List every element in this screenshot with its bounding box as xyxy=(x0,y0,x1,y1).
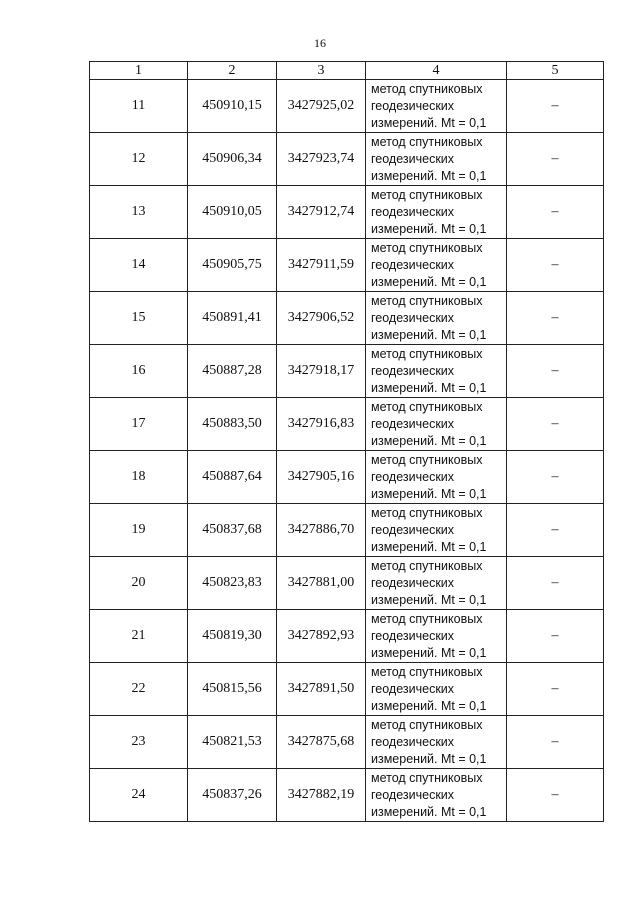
method-line: измерений. Mt = 0,1 xyxy=(371,645,487,660)
method-line: метод спутниковых xyxy=(371,558,483,573)
x-coordinate-cell: 450823,83 xyxy=(188,557,277,610)
method-line: метод спутниковых xyxy=(371,717,483,732)
method-cell xyxy=(366,504,507,557)
method-line: метод спутниковых xyxy=(371,505,483,520)
note-cell: – xyxy=(507,610,604,663)
point-number-cell: 19 xyxy=(90,504,188,557)
method-cell xyxy=(366,769,507,822)
method-line: геодезических xyxy=(371,310,455,325)
x-coordinate-cell: 450910,15 xyxy=(188,80,277,133)
point-number-cell: 17 xyxy=(90,398,188,451)
x-coordinate-cell: 450815,56 xyxy=(188,663,277,716)
point-number-cell: 20 xyxy=(90,557,188,610)
y-coordinate-cell: 3427918,17 xyxy=(277,345,366,398)
method-line: геодезических xyxy=(371,363,455,378)
note-cell: – xyxy=(507,133,604,186)
method-cell xyxy=(366,557,507,610)
method-line: геодезических xyxy=(371,469,455,484)
y-coordinate-cell: 3427875,68 xyxy=(277,716,366,769)
method-line: метод спутниковых xyxy=(371,293,483,308)
x-coordinate-cell: 450887,28 xyxy=(188,345,277,398)
table-row xyxy=(90,133,604,186)
method-cell xyxy=(366,133,507,186)
note-cell: – xyxy=(507,398,604,451)
method-line: измерений. Mt = 0,1 xyxy=(371,698,487,713)
method-line: геодезических xyxy=(371,681,455,696)
column-header: 4 xyxy=(366,62,507,80)
y-coordinate-cell: 3427916,83 xyxy=(277,398,366,451)
method-line: метод спутниковых xyxy=(371,770,483,785)
method-cell xyxy=(366,80,507,133)
table-row xyxy=(90,398,604,451)
method-line: геодезических xyxy=(371,628,455,643)
table-header-row xyxy=(90,62,604,80)
table-row xyxy=(90,557,604,610)
method-line: измерений. Mt = 0,1 xyxy=(371,433,487,448)
method-cell xyxy=(366,451,507,504)
y-coordinate-cell: 3427891,50 xyxy=(277,663,366,716)
y-coordinate-cell: 3427923,74 xyxy=(277,133,366,186)
method-cell xyxy=(366,610,507,663)
method-line: метод спутниковых xyxy=(371,81,483,96)
x-coordinate-cell: 450837,68 xyxy=(188,504,277,557)
point-number-cell: 23 xyxy=(90,716,188,769)
method-line: измерений. Mt = 0,1 xyxy=(371,380,487,395)
method-line: метод спутниковых xyxy=(371,187,483,202)
method-line: метод спутниковых xyxy=(371,240,483,255)
table-body xyxy=(90,80,604,822)
x-coordinate-cell: 450883,50 xyxy=(188,398,277,451)
y-coordinate-cell: 3427906,52 xyxy=(277,292,366,345)
method-line: геодезических xyxy=(371,734,455,749)
method-line: измерений. Mt = 0,1 xyxy=(371,751,487,766)
column-header: 5 xyxy=(507,62,604,80)
point-number-cell: 24 xyxy=(90,769,188,822)
method-line: метод спутниковых xyxy=(371,399,483,414)
method-line: геодезических xyxy=(371,257,455,272)
page-number: 16 xyxy=(314,36,326,50)
method-line: измерений. Mt = 0,1 xyxy=(371,327,487,342)
method-cell xyxy=(366,663,507,716)
method-line: метод спутниковых xyxy=(371,452,483,467)
x-coordinate-cell: 450821,53 xyxy=(188,716,277,769)
method-line: геодезических xyxy=(371,787,455,802)
method-line: геодезических xyxy=(371,575,455,590)
point-number-cell: 13 xyxy=(90,186,188,239)
method-line: геодезических xyxy=(371,522,455,537)
x-coordinate-cell: 450837,26 xyxy=(188,769,277,822)
y-coordinate-cell: 3427892,93 xyxy=(277,610,366,663)
method-line: метод спутниковых xyxy=(371,346,483,361)
point-number-cell: 14 xyxy=(90,239,188,292)
note-cell: – xyxy=(507,716,604,769)
x-coordinate-cell: 450887,64 xyxy=(188,451,277,504)
method-cell xyxy=(366,292,507,345)
method-line: метод спутниковых xyxy=(371,664,483,679)
coordinates-table xyxy=(89,61,604,822)
method-line: геодезических xyxy=(371,416,455,431)
point-number-cell: 18 xyxy=(90,451,188,504)
note-cell: – xyxy=(507,557,604,610)
method-line: измерений. Mt = 0,1 xyxy=(371,168,487,183)
method-line: геодезических xyxy=(371,151,455,166)
note-cell: – xyxy=(507,663,604,716)
x-coordinate-cell: 450906,34 xyxy=(188,133,277,186)
note-cell: – xyxy=(507,451,604,504)
method-line: измерений. Mt = 0,1 xyxy=(371,804,487,819)
x-coordinate-cell: 450819,30 xyxy=(188,610,277,663)
method-cell xyxy=(366,239,507,292)
table-row xyxy=(90,451,604,504)
method-line: измерений. Mt = 0,1 xyxy=(371,539,487,554)
table-row xyxy=(90,663,604,716)
y-coordinate-cell: 3427905,16 xyxy=(277,451,366,504)
point-number-cell: 21 xyxy=(90,610,188,663)
y-coordinate-cell: 3427882,19 xyxy=(277,769,366,822)
x-coordinate-cell: 450910,05 xyxy=(188,186,277,239)
column-header: 2 xyxy=(188,62,277,80)
table-row xyxy=(90,239,604,292)
column-header: 1 xyxy=(90,62,188,80)
table-row xyxy=(90,80,604,133)
table-row xyxy=(90,186,604,239)
note-cell: – xyxy=(507,239,604,292)
method-cell xyxy=(366,345,507,398)
method-line: измерений. Mt = 0,1 xyxy=(371,274,487,289)
point-number-cell: 16 xyxy=(90,345,188,398)
method-line: измерений. Mt = 0,1 xyxy=(371,115,487,130)
note-cell: – xyxy=(507,186,604,239)
y-coordinate-cell: 3427911,59 xyxy=(277,239,366,292)
point-number-cell: 22 xyxy=(90,663,188,716)
method-cell xyxy=(366,716,507,769)
method-line: измерений. Mt = 0,1 xyxy=(371,221,487,236)
x-coordinate-cell: 450905,75 xyxy=(188,239,277,292)
table-row xyxy=(90,716,604,769)
point-number-cell: 11 xyxy=(90,80,188,133)
note-cell: – xyxy=(507,345,604,398)
note-cell: – xyxy=(507,504,604,557)
method-cell xyxy=(366,398,507,451)
y-coordinate-cell: 3427881,00 xyxy=(277,557,366,610)
table-row xyxy=(90,769,604,822)
method-cell xyxy=(366,186,507,239)
table-row xyxy=(90,292,604,345)
method-line: геодезических xyxy=(371,98,455,113)
method-line: измерений. Mt = 0,1 xyxy=(371,592,487,607)
note-cell: – xyxy=(507,292,604,345)
note-cell: – xyxy=(507,80,604,133)
method-line: метод спутниковых xyxy=(371,134,483,149)
column-header: 3 xyxy=(277,62,366,80)
table-row xyxy=(90,345,604,398)
point-number-cell: 12 xyxy=(90,133,188,186)
table-row xyxy=(90,610,604,663)
table-row xyxy=(90,504,604,557)
note-cell: – xyxy=(507,769,604,822)
y-coordinate-cell: 3427925,02 xyxy=(277,80,366,133)
y-coordinate-cell: 3427886,70 xyxy=(277,504,366,557)
point-number-cell: 15 xyxy=(90,292,188,345)
method-line: геодезических xyxy=(371,204,455,219)
method-line: метод спутниковых xyxy=(371,611,483,626)
method-line: измерений. Mt = 0,1 xyxy=(371,486,487,501)
y-coordinate-cell: 3427912,74 xyxy=(277,186,366,239)
x-coordinate-cell: 450891,41 xyxy=(188,292,277,345)
